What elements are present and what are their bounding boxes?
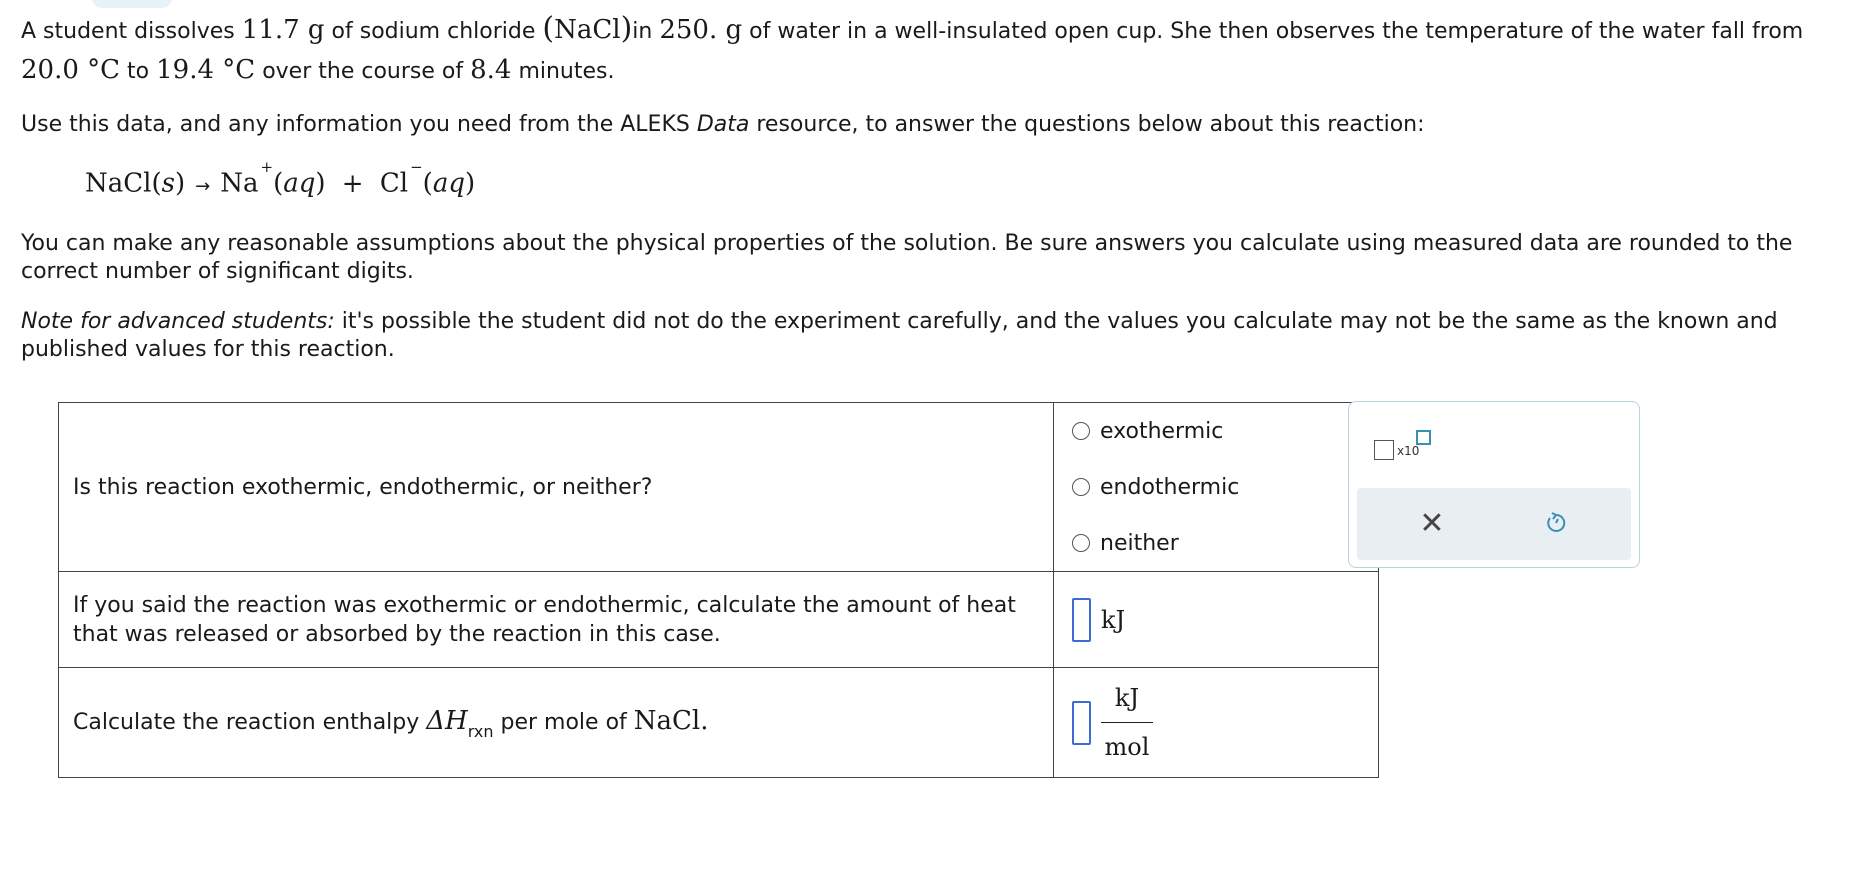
advanced-note: Note for advanced students: it's possible the student did not do the experiment carefully, and the values you calculate may not be the same as the known and published values for this reaction.: [21, 309, 1778, 362]
scientific-notation-button[interactable]: x10: [1374, 430, 1434, 466]
heat-unit: kJ: [1101, 605, 1126, 634]
water-mass: 250. g: [659, 15, 743, 45]
reaction-equation: NaCl(s) → Na+(aq) + Cl−(aq): [85, 158, 476, 199]
undo-icon[interactable]: [1539, 506, 1573, 540]
answer-tools-panel: [1348, 401, 1640, 568]
end-temperature: 19.4 °C: [156, 55, 256, 85]
reaction-arrow-icon: →: [195, 175, 211, 197]
option-endothermic[interactable]: endothermic: [1072, 459, 1360, 515]
radio-button[interactable]: [1072, 534, 1090, 552]
tool-bar: [1357, 488, 1631, 560]
question-heat-amount: If you said the reaction was exothermic or endothermic, calculate the amount of heat that was released or absorbed by the reaction in this case.: [59, 572, 1054, 668]
question-table: [58, 402, 1379, 778]
salt-mass: 11.7 g: [241, 15, 325, 45]
reaction-type-options: [1054, 403, 1379, 572]
use-data-instruction: Use this data, and any information you need from the ALEKS Data resource, to answer the questions below about this reaction:: [21, 112, 1425, 137]
enthalpy-unit: $\frac{kJ}{\text{mol}}$: [1101, 684, 1153, 761]
radio-button[interactable]: [1072, 478, 1090, 496]
problem-intro: A student dissolves 11.7 g of sodium chloride (NaCl)in 250. g of water in a well-insulated open cup. She then observes the temperature of the water fall from 20.0 °C to 19.4 °C over the course of 8.4 minutes.: [21, 11, 1804, 85]
data-resource-link: Data: [696, 112, 750, 137]
option-neither[interactable]: neither: [1072, 515, 1360, 571]
table-row: [59, 668, 1379, 778]
table-row: [59, 572, 1379, 668]
question-reaction-type: Is this reaction exothermic, endothermic, or neither?: [59, 403, 1054, 572]
question-enthalpy: Calculate the reaction enthalpy $\Delta H_{rxn}$ per mole of NaCl.: [59, 668, 1054, 778]
radio-button[interactable]: [1072, 422, 1090, 440]
assumptions-text: You can make any reasonable assumptions about the physical properties of the solution. Be sure answers you calculate using measured data are rounded to the correct number of significant digits.: [21, 231, 1793, 284]
close-icon[interactable]: ✕: [1419, 505, 1445, 541]
option-exothermic[interactable]: exothermic: [1072, 403, 1360, 459]
salt-formula: NaCl: [554, 15, 621, 45]
table-row: [59, 403, 1379, 572]
elapsed-time: 8.4: [470, 55, 512, 85]
top-tab-fragment: [92, 0, 172, 8]
heat-input[interactable]: [1072, 598, 1091, 642]
enthalpy-input[interactable]: [1072, 701, 1091, 745]
start-temperature: 20.0 °C: [21, 55, 121, 85]
